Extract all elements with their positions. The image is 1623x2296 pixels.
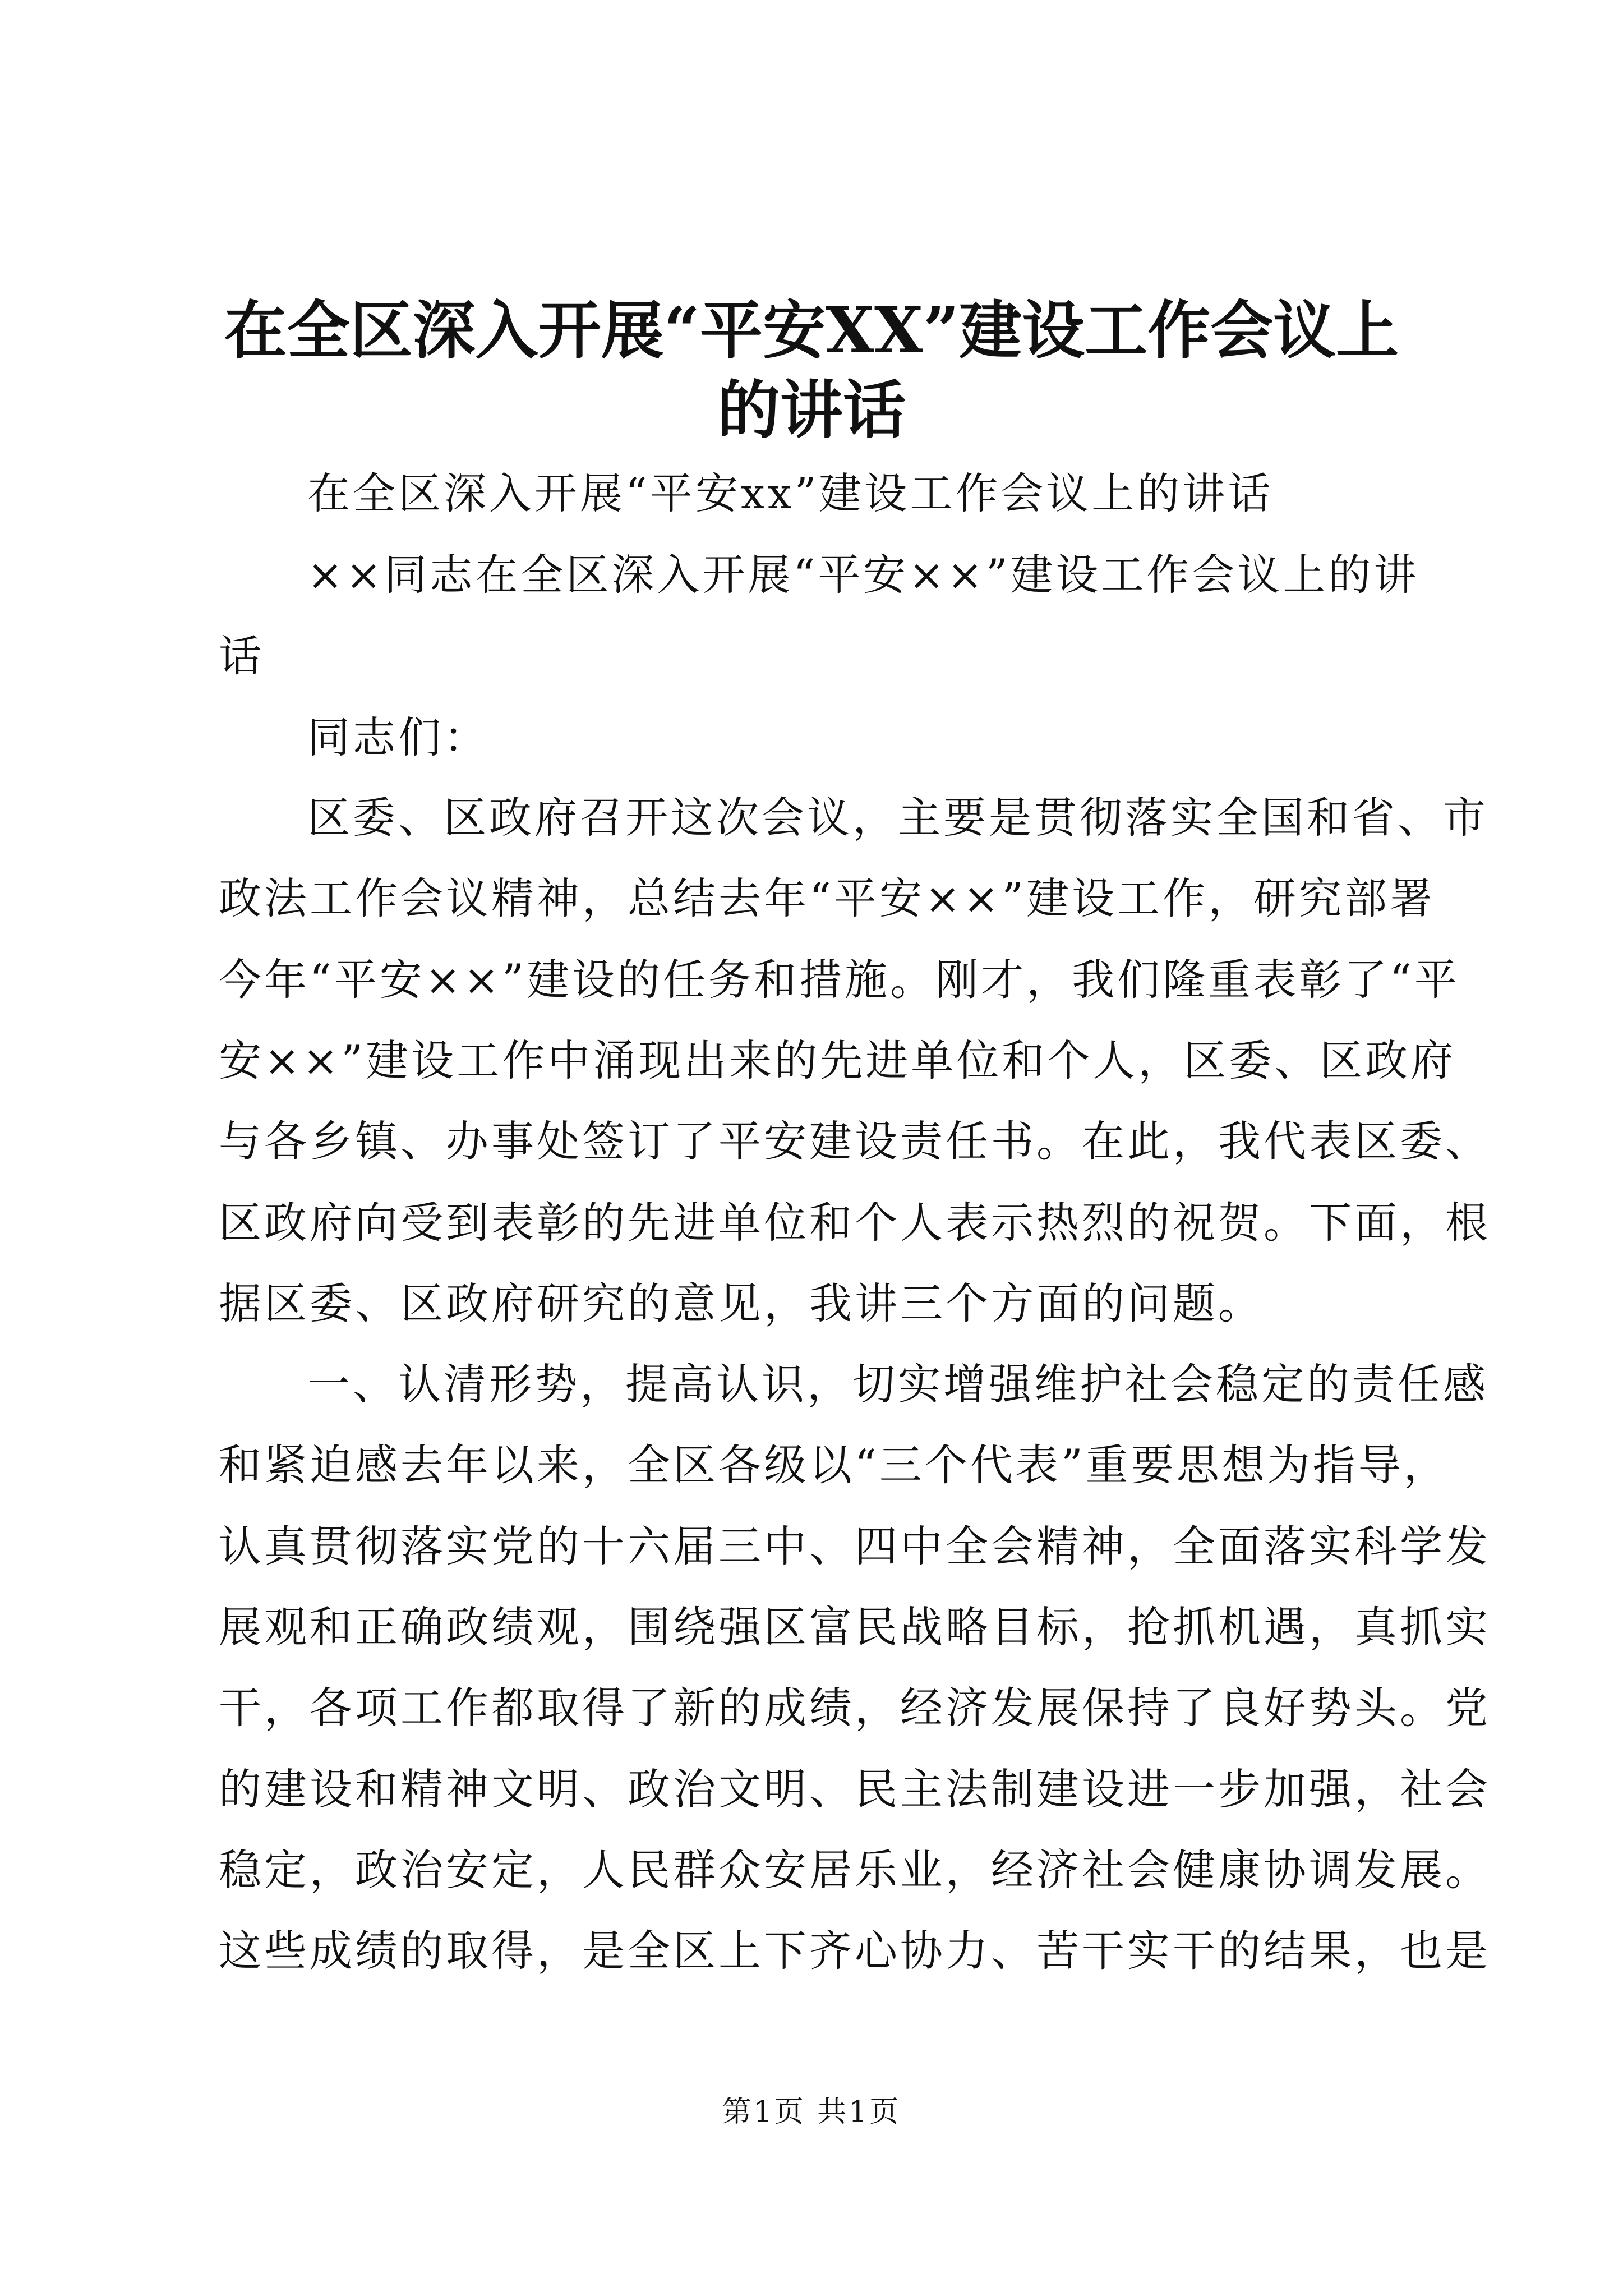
document-title-line-1: 在全区深入开展“平安XX”建设工作会议上: [224, 294, 1399, 367]
paragraph-1-line-5: 与各乡镇、办事处签订了平安建设责任书。在此，我代表区委、: [219, 1116, 1491, 1166]
document-title-line-2: 的讲话: [717, 374, 906, 447]
paragraph-2-line-6: 的建设和精神文明、政治文明、民主法制建设进一步加强，社会: [219, 1764, 1491, 1814]
paragraph-2-line-1: 一、认清形势，提高认识，切实增强维护社会稳定的责任感: [307, 1359, 1488, 1409]
paragraph-2-line-7: 稳定，政治安定，人民群众安居乐业，经济社会健康协调发展。: [219, 1845, 1491, 1895]
paragraph-1-line-1: 区委、区政府召开这次会议，主要是贯彻落实全国和省、市: [307, 793, 1488, 843]
paragraph-1-line-6: 区政府向受到表彰的先进单位和个人表示热烈的祝贺。下面，根: [219, 1198, 1491, 1248]
paragraph-1-line-2: 政法工作会议精神，总结去年“平安××”建设工作，研究部署: [219, 873, 1436, 923]
paragraph-2-line-3: 认真贯彻落实党的十六届三中、四中全会精神，全面落实科学发: [219, 1521, 1491, 1571]
paragraph-2-line-2: 和紧迫感去年以来，全区各级以“三个代表”重要思想为指导，: [219, 1440, 1449, 1490]
paragraph-1-line-3: 今年“平安××”建设的任务和措施。刚才，我们隆重表彰了“平: [219, 955, 1460, 1005]
speaker-line-continued: 话: [219, 631, 264, 681]
paragraph-2-line-4: 展观和正确政绩观，围绕强区富民战略目标，抢抓机遇，真抓实: [219, 1602, 1491, 1652]
paragraph-1-line-7: 据区委、区政府研究的意见，我讲三个方面的问题。: [219, 1278, 1264, 1328]
paragraph-1-line-4: 安××”建设工作中涌现出来的先进单位和个人，区委、区政府: [219, 1036, 1456, 1085]
speaker-line: ××同志在全区深入开展“平安××”建设工作会议上的讲: [307, 550, 1419, 600]
paragraph-2-line-8: 这些成绩的取得，是全区上下齐心协力、苦干实干的结果，也是: [219, 1926, 1491, 1976]
subtitle-line: 在全区深入开展“平安xx”建设工作会议上的讲话: [307, 468, 1274, 518]
salutation: 同志们：: [307, 712, 489, 762]
page-footer: 第1页 共1页: [722, 2095, 901, 2129]
paragraph-2-line-5: 干，各项工作都取得了新的成绩，经济发展保持了良好势头。党: [219, 1683, 1491, 1733]
